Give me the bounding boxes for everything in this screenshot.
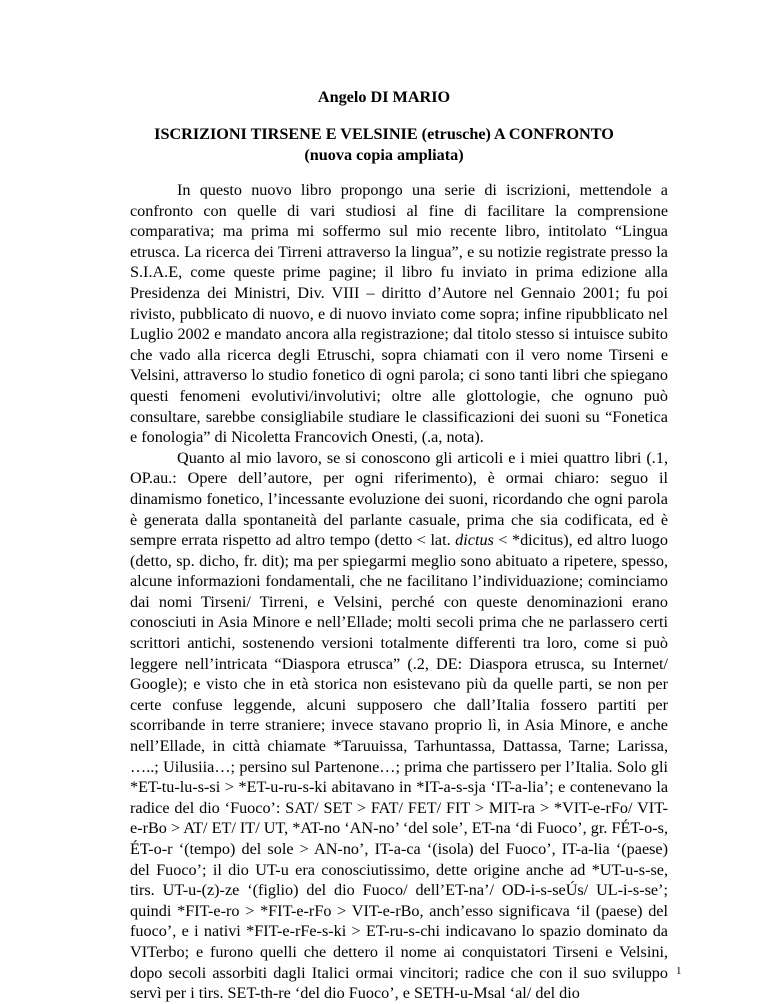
- paragraph-method: [130, 448, 668, 1004]
- paragraph-intro: [130, 180, 668, 448]
- paragraph-method-text-a: Quanto al mio lavoro, se si conoscono gli articoli e i miei quattro libri (.1, OP.au.: Opere dell’autore, per ogni riferimento), è ormai chiaro: seguo il dinamismo fonetico, l’incessante evoluzione dei suoni, ricordando che ogni parola è generata dalla spontaneità del parlante casuale, prima che sia codificata, ed è sempre errata rispetto ad altro tempo (detto < lat.: [130, 448, 668, 550]
- paragraph-intro-text: In questo nuovo libro propongo una serie di iscrizioni, mettendole a confronto con quelle di vari studiosi al fine di facilitare la comprensione comparativa; ma prima mi soffermo sul mio recente libro, intitolato “Lingua etrusca. La ricerca dei Tirreni attraverso la lingua”, e su notizie registrate presso la S.I.A.E, come queste prime pagine; il libro fu inviato in prima edizione alla Presidenza dei Ministri, Div. VIII – diritto d’Autore nel Gennaio 2001; fu poi rivisto, pubblicato di nuovo, e di nuovo inviato come sopra; infine ripubblicato nel Luglio 2002 e mandato ancora alla registrazione; dal titolo stesso si intuisce subito che vado alla ricerca degli Etruschi, sopra chiamati con il vero nome Tirseni e Velsini, attraverso lo studio fonetico di ogni parola; ci sono tanti libri che spiegano questi fenomeni evolutivi/involutivi; oltre alle glottologie, che ognuno può consultare, sarebbe consigliabile studiare le classificazioni dei suoni su “Fonetica e fonologia” di Nicoletta Francovich Onesti, (.a, nota).: [130, 181, 668, 447]
- italic-dictus: dictus: [455, 531, 494, 550]
- body-text: [130, 180, 668, 1004]
- title-main: ISCRIZIONI TIRSENE E VELSINIE (etrusche) A CONFRONTO: [154, 125, 614, 143]
- author-name: Angelo DI MARIO: [317, 88, 451, 106]
- page-number: 1: [676, 965, 682, 977]
- paragraph-method-text-b: < *dicitus), ed altro luogo (detto, sp. dicho, fr. dit); ma per spiegarmi meglio sono abituato a ripetere, spesso, alcune informazioni fondamentali, che ne facilitano l’individuazione; cominciamo dai nomi Tirseni/ Tirreni, e Velsini, perché con queste denominazioni erano conosciuti in Asia Minore e nell’Ellade; molti secoli prima che ne parlassero certi scrittori antichi, sostenendo versioni totalmente differenti tra loro, come si può leggere nell’intricata “Diaspora etrusca” (.2, DE: Diaspora etrusca, su Internet/ Google); e visto che in età storica non esistevano più da quelle parti, se non per certe confuse leggende, alcuni supposero che dall’Italia fossero partiti per scorribande in terre straniere; invece stavano proprio lì, in Asia Minore, e anche nell’Ellade, in città chiamate *Taruuissa, Tarhuntassa, Dattassa, Tarne; Larissa, …..; Uilusiia…; persino sul Partenone…; prima che partissero per l’Italia. Solo gli *ET-tu-lu-s-si > *ET-u-ru-s-ki abitavano in *IT-a-s-sja ‘IT-a-lia’; e contenevano la radice del dio ‘Fuoco’: SAT/ SET > FAT/ FET/ FIT > MIT-ra > *VIT-e-rFo/ VIT-e-rBo > AT/ ET/ IT/ UT, *AT-no ‘AN-no’ ‘del sole’, ET-na ‘di Fuoco’, gr. FÉT-o-s, ÉT-o-r ‘(tempo) del sole > AN-no’, IT-a-ca ‘(isola) del Fuoco’, IT-a-lia ‘(paese) del Fuoco’; il dio UT-u era conosciutissimo, dette origine anche ad *UT-u-s-se, tirs. UT-u-(z)-ze ‘(figlio) del dio Fuoco/ dell’ET-na’/ OD-i-s-seÚs/ UL-i-s-se’; quindi *FIT-e-ro > *FIT-e-rFo > VIT-e-rBo, anch’esso significava ‘il (paese) del fuoco’, e i nativi *FIT-e-rFe-s-ki > ET-ru-s-chi indicavano lo spazio dominato da VITerbo; e furono quelli che dettero il nome ai conquistatori Tirseni e Velsini, dopo secoli assorbiti dagli Italici ormai vincitori; radice che con il suo sviluppo servì per i tirs. SET-th-re ‘del dio Fuoco’, e SETH-u-Msal ‘al/ del dio: [130, 531, 668, 1003]
- document-title: [0, 124, 768, 166]
- title-subtitle: (nuova copia ampliata): [304, 146, 464, 164]
